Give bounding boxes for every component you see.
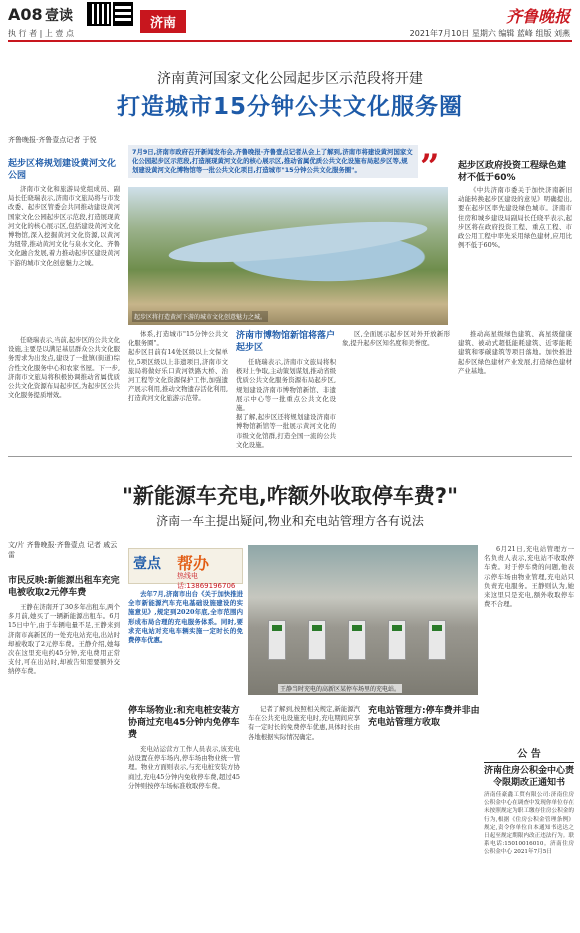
hotline-banner	[128, 548, 243, 590]
qr-code-icon	[87, 2, 111, 26]
photo-caption: 起步区将打造黄河下游的城市文化创意魅力之城。	[132, 311, 268, 322]
article2-subhead-3: 充电站管理方:停车费并非由充电站管理方收取	[368, 706, 480, 728]
notice-body: 济南佳豪鑫工贸有限公司:济南住房公积金中心在调查中发现你单位存在未按照规定为职工缴存住房公积金的行为,根据《住房公积金管理条例》规定,责令你单位自本通知书送达之日起至规定期限内改正违法行为。联系电话:15010016010。济南住房公积金中心 2021年7月5日	[484, 792, 574, 856]
article2-headline: "新能源车充电,咋额外收取停车费?"	[121, 484, 459, 508]
article1-col3a: 任晓瑞表示,济南市文旅局将积极对上争取,主动策划谋划,推动省级优质公共文化服务资源布局起步区,规划建设济南市博物馆新馆、非遗展示中心等一批重点公共文化设施。	[236, 358, 336, 413]
charger-shape	[388, 620, 406, 660]
article1-lead: 7月9日,济南市政府召开新闻发布会,齐鲁晚报·齐鲁壹点记者从会上了解到,济南市将建设黄河国家文化公园起步区示范段,打造展现黄河文化的核心展示区,推动省属优质公共文化设施布局起步区等,规划建设黄河文化博物馆等一批公共文化项目,打造城市"15分钟公共文化服务圈"。	[128, 145, 418, 178]
article-divider	[8, 456, 572, 457]
date-meta: 2021年7月10日 星期六 编辑 蓝峰 组版 刘燕	[409, 29, 570, 38]
charger-shape	[428, 620, 446, 660]
article2-photo	[248, 545, 478, 695]
header-rule	[8, 40, 572, 42]
section-name: 壹读	[45, 8, 73, 24]
article1-col3b: 据了解,起步区还将规划建设济南市博物馆新馆等一批展示黄河文化的市级文化馆群,打造全国一流的公共文化设施。	[236, 413, 336, 448]
river-shape	[167, 213, 429, 270]
charger-shape	[348, 620, 366, 660]
article2-col6	[368, 745, 480, 928]
page-header	[0, 0, 580, 44]
article2-col5: 记者了解到,按照相关规定,新能源汽车在公共充电设施充电时,充电期间应享有一定时长的免费停车优惠,具体时长由各地根据实际情况确定。	[248, 705, 360, 741]
photo2-caption: 王静当时充电的高新区某停车场里的充电站。	[280, 686, 401, 693]
article1-byline: 齐鲁晚报·齐鲁壹点记者 于悦	[8, 136, 97, 144]
article1-headline: 打造城市15分钟公共文化服务圈	[116, 94, 463, 120]
article1-col1b: 任晓瑞表示,当前,起步区的公共文化设施,主要是以满足基层群众公共文化服务需求为出发点,建设了一批镇(街道)综合性文化服务中心和农家书屋。下一步,济南市文旅局将积极协调推动省属优质公共文化资源布局起步区,为起步区公共文化服务提质增效。	[8, 336, 120, 400]
article1-col4-top	[458, 130, 572, 154]
article1-col3	[236, 358, 336, 448]
article2-kicker: 济南一车主提出疑问,物业和充电站管理方各有说法	[156, 514, 424, 528]
quote-mark-icon: ”	[420, 147, 440, 187]
article1-col2a: 体系,打造城市"15分钟公共文化服务圈"。	[128, 330, 228, 348]
article1-photo	[128, 187, 448, 325]
article1-kicker: 济南黄河国家文化公园起步区示范段将开建	[157, 71, 423, 87]
article2-col3: 充电站运营方工作人员表示,该充电站设置在停车场内,停车场由物业统一管理。物业方面则表示,与充电桩安装方协商过,充电45分钟内免收停车费,超过45分钟则按停车场标准收取停车费。	[128, 745, 240, 790]
article1-subhead-3: 起步区政府投资工程绿色建材不低于60%	[458, 161, 567, 183]
city-tag: 济南	[140, 10, 186, 33]
newspaper-logo: 齐鲁晚报	[505, 7, 570, 26]
article2-byline: 文/片 齐鲁晚报·齐鲁壹点 记者 戚云雷	[8, 541, 118, 559]
banner-hotline: 热线电话:13869196706	[177, 572, 236, 590]
article1-subhead-2: 济南市博物馆新馆将落户起步区	[236, 331, 336, 353]
charger-shape	[268, 620, 286, 660]
article1-col4b: 《中共济南市委关于加快济南新旧动能转换起步区建设的意见》明确提出,要在起步区率先建设绿色城市。济南市住房和城乡建设局副局长任晓平表示,起步区将在政府投资工程、重点工程、市政公用工程中率先采用绿色建材,应用比例不低于60%。	[458, 186, 572, 250]
notice-title: 公 告	[484, 745, 574, 763]
article2-subhead-1: 市民反映:新能源出租车充完电被收取2元停车费	[8, 576, 120, 598]
article2-subhead-2: 停车场物业:和充电桩安装方协商过充电45分钟内免停车费	[128, 706, 240, 740]
article2-col4: 6月21日,充电站管理方一名负责人表示,充电站不收取停车费。对于停车费的问题,他表示停车场由物业管理,充电站只负责充电服务。王静则认为,她来这里只是充电,额外收取停车费不合理。	[484, 545, 574, 609]
banner-title: 帮办	[177, 554, 210, 573]
article2-col1: 王静在济南开了30多年出租车,两个多月前,她买了一辆新能源出租车。6月15日中午,由于车辆电量不足,王静来到济南市高新区的一处充电站充电,出站时却被收取了2元停车费。王静介绍,她每次在这里充电约45分钟,充电费用正常支付,可在出站时,却被告知需要额外交纳停车费。	[8, 603, 120, 676]
article2-col2: 去年7月,济南市出台《关于加快推进全市新能源汽车充电基础设施建设的实施意见》,规定到2020年底,全市范围内形成布局合理的充电服务体系。同时,要求充电站对充电车辆实施一定时长的免费停车优惠。	[128, 590, 243, 645]
article1-col4: 区,全面展示起步区对外开放新形象,提升起步区知名度和美誉度。	[342, 330, 450, 348]
article1-col2b: 起步区目前有14处区级以上文保单位,5项区级以上非遗项目,济南市文旅局将做好乐口黄河铁路大桥、治河工程等文化资源保护工作,加强遗产展示利用,推动文物遗存活化利用,打造黄河文化旅游示范带。	[128, 348, 228, 403]
notice-subtitle: 济南住房公积金中心责令限期改正通知书	[484, 766, 575, 788]
barcode-icon	[113, 2, 133, 26]
charger-shape	[308, 620, 326, 660]
article1-subhead-1: 起步区将规划建设黄河文化公园	[8, 159, 117, 181]
page-number: A08	[8, 5, 43, 24]
editor-meta: 执 行 者 | 上 壹 点	[8, 29, 74, 38]
article1-col2	[128, 330, 228, 448]
banner-brand: 壹点	[133, 556, 161, 572]
article1-col1a: 济南市文化和旅游局党组成员、副局长任晓瑞表示,济南市文旅局将与市发改委、起步区管委会共同推动建设黄河国家文化公园起步区示范段,打造展现黄河文化的核心展示区,包括建设黄河文化博物馆,深入挖掘黄河文化资源,以黄河为纽带,推动黄河文化与泉水文化、齐鲁文化融合发展,着力推动起步区建设黄河下游的城市文化创意魅力之城。	[8, 185, 120, 267]
article1-col5: 推动高星级绿色建筑、高星级健康建筑、被动式超低能耗建筑、近零能耗建筑和零碳建筑等项目落地。加快推进起步区绿色建材产业发展,打造绿色建材产业基地。	[458, 330, 572, 375]
public-notice	[484, 745, 574, 927]
